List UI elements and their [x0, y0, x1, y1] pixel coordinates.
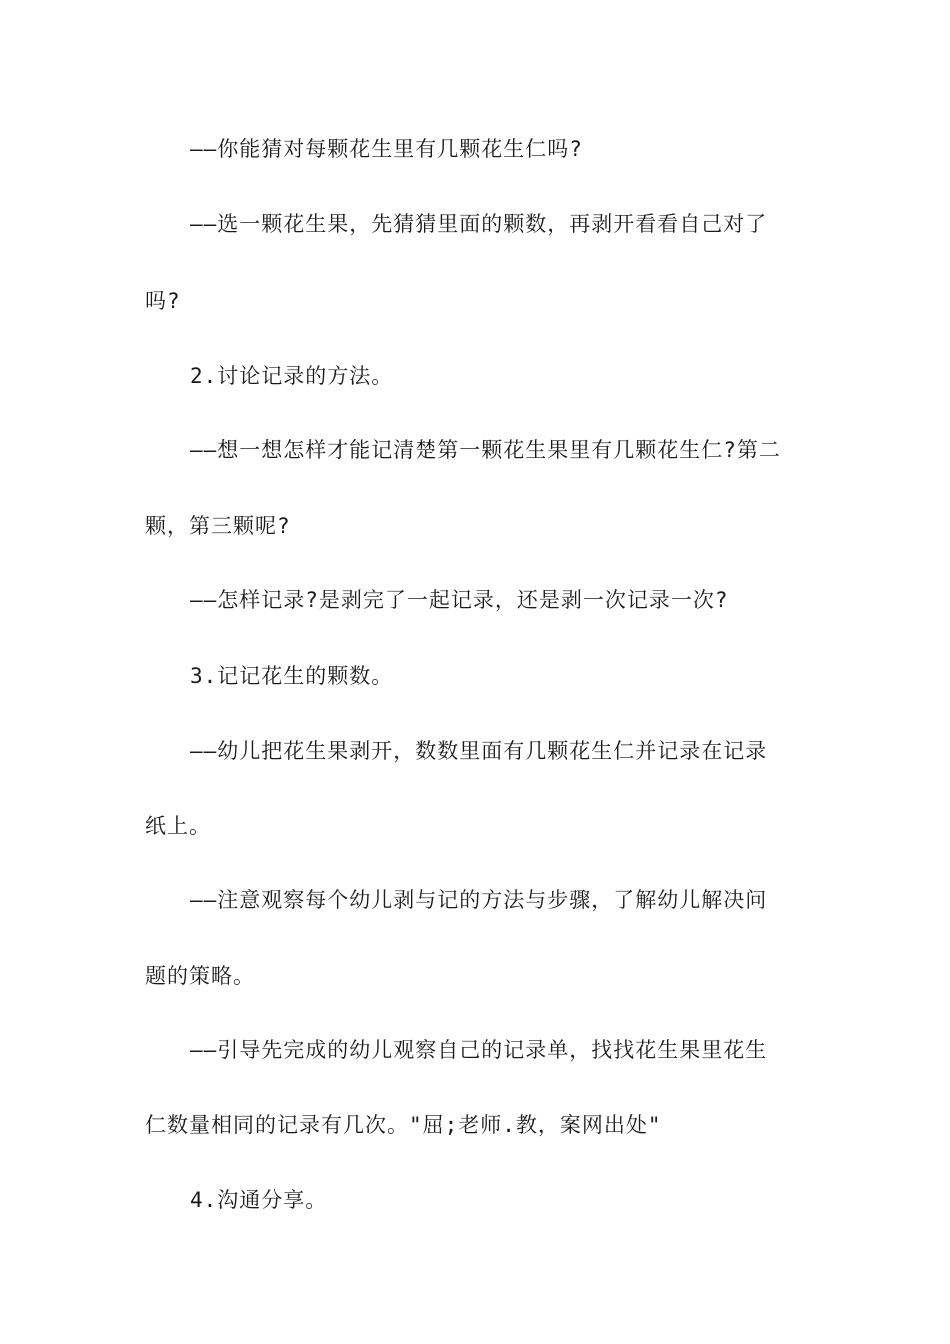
text-line: 纸上。	[145, 814, 211, 838]
text-line: ——选一颗花生果，先猜猜里面的颗数，再剥开看看自己对了	[190, 212, 768, 236]
section-heading: 3.记记花生的颗数。	[190, 664, 394, 688]
section-heading: 4.沟通分享。	[190, 1188, 328, 1212]
section-heading: 2.讨论记录的方法。	[190, 364, 394, 388]
text-line: 仁数量相同的记录有几次。"屈;老师.教，案网出处"	[145, 1113, 662, 1137]
text-line: ——注意观察每个幼儿剥与记的方法与步骤，了解幼儿解决问	[190, 888, 768, 912]
text-line: 颗，第三颗呢?	[145, 514, 291, 538]
text-line: ——你能猜对每颗花生里有几颗花生仁吗?	[190, 137, 583, 161]
text-line: 题的策略。	[145, 964, 255, 988]
text-line: ——幼儿把花生果剥开，数数里面有几颗花生仁并记录在记录	[190, 739, 768, 763]
text-line: 吗?	[145, 289, 181, 313]
text-line: ——想一想怎样才能记清楚第一颗花生果里有几颗花生仁?第二	[190, 438, 781, 462]
text-line: ——怎样记录?是剥完了一起记录，还是剥一次记录一次?	[190, 588, 729, 612]
text-line: ——引导先完成的幼儿观察自己的记录单，找找花生果里花生	[190, 1038, 768, 1062]
